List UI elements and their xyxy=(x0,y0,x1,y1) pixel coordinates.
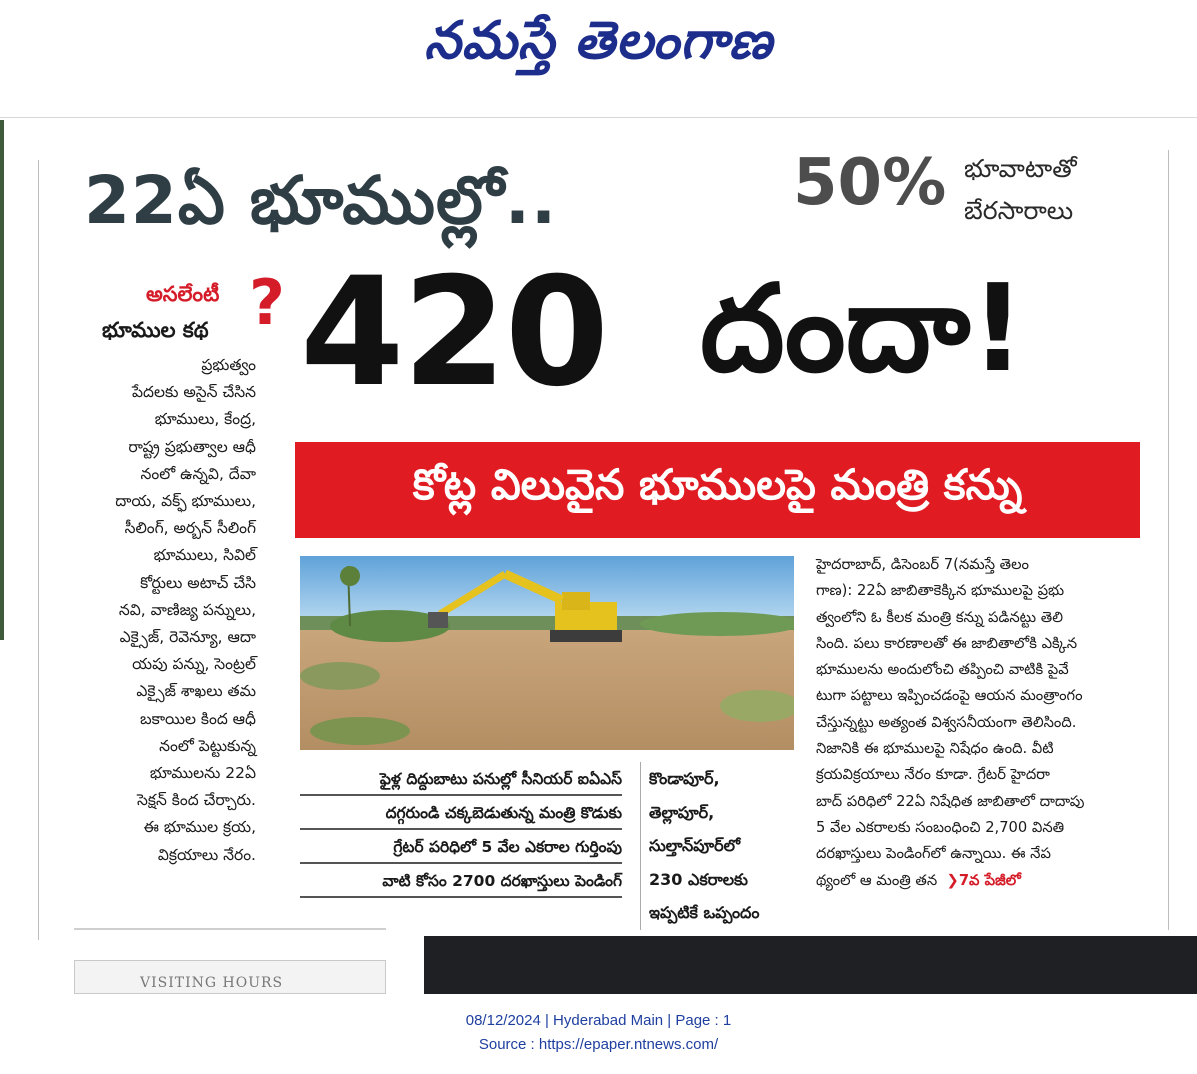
sidebar-text xyxy=(96,352,256,869)
caption-line: దగ్గరుండి చక్కబెడుతున్న మంత్రి కొడుకు xyxy=(300,796,622,830)
sidebar-line: రాష్ట్ర ప్రభుత్వాల ఆధీ xyxy=(128,437,256,456)
article-line: టుగా పట్టాలు ఇప్పించడంపై ఆయన మంత్రాంగం xyxy=(816,687,1083,705)
sidebar-line: నంలో ఉన్నవి, దేవా xyxy=(140,464,256,483)
sidebar-line: ప్రభుత్వం xyxy=(201,356,256,374)
sidebar-line: యపు పన్ను, సెంట్రల్ xyxy=(132,655,256,674)
sidebar-line: కోర్టులు అటాచ్ చేసి xyxy=(140,573,256,592)
sidebar-title-line2: భూముల కథ xyxy=(102,318,209,342)
article-line: త్వంలోని ఓ కీలక మంత్రి కన్ను పడినట్టు తెలి xyxy=(816,608,1063,626)
column-rule-right xyxy=(1168,150,1169,930)
sidebar-line: ఎక్సైజ్, రెవెన్యూ, ఆదా xyxy=(119,628,256,647)
footer-edition-info: 08/12/2024 | Hyderabad Main | Page : 1 xyxy=(465,1012,732,1029)
advertisement-left-text: VISITING HOURS xyxy=(140,975,284,991)
article-line-text: థ్యంలో ఆ మంత్రి తన xyxy=(816,871,938,889)
sidebar-line: ఎక్సైజ్ శాఖలు తమ xyxy=(136,682,256,701)
locations-callout xyxy=(640,762,792,930)
kicker-headline: 22ఏ భూముల్లో.. xyxy=(84,162,558,239)
adjacent-page-edge xyxy=(0,120,4,640)
masthead xyxy=(0,0,1197,118)
caption-line: వాటి కోసం 2700 దరఖాస్తులు పెండింగ్ xyxy=(300,864,622,898)
caption-line: ఫైళ్ల దిద్దుబాటు పనుల్లో సీనియర్ ఐఏఎస్ xyxy=(300,762,622,796)
sidebar-line: నవి, వాణిజ్య పన్నులు, xyxy=(118,600,256,619)
main-headline-word: దందా! xyxy=(700,260,1026,399)
stat-label-line2: బేరసారాలు xyxy=(964,196,1074,225)
stat-percentage: 50% xyxy=(793,146,947,220)
footer-source-link[interactable]: Source : https://epaper.ntnews.com/ xyxy=(478,1036,719,1053)
sidebar-line: భూములను 22ఏ xyxy=(149,764,256,783)
excavator-photo xyxy=(300,556,794,750)
advertisement-right xyxy=(424,936,1197,994)
sidebar-line: దాయ, వక్ఫ్ భూములు, xyxy=(115,492,256,511)
stat-label-line1: భూవాటాతో xyxy=(964,154,1077,183)
excavator-illustration xyxy=(300,556,794,750)
article-body xyxy=(816,552,1160,894)
sidebar-line: సీలింగ్, అర్బన్ సీలింగ్ xyxy=(124,519,256,538)
question-mark-icon: ? xyxy=(249,266,285,339)
sidebar-line: భూములు, సివిల్ xyxy=(153,546,256,565)
callout-line: సుల్తాన్‌పూర్‌లో xyxy=(649,836,741,855)
sidebar-line: నంలో పెట్టుకున్న xyxy=(159,736,256,755)
sidebar-line: భూములు, కేంద్ర, xyxy=(154,410,256,429)
article-line: 5 వేల ఎకరాలకు సంబంధించి 2,700 వినతి xyxy=(816,818,1065,836)
continued-on-page-link[interactable]: ❯7వ పేజీలో xyxy=(946,871,1021,889)
article-line: హైదరాబాద్, డిసెంబర్ 7(నమస్తే తెలం xyxy=(816,556,1029,573)
article-line: బాద్ పరిధిలో 22ఏ నిషేధిత జాబితాలో దాదాపు xyxy=(816,792,1085,810)
newspaper-page xyxy=(0,120,1197,994)
article-line: క్రయవిక్రయాలు నేరం కూడా. గ్రేటర్ హైదరా xyxy=(816,766,1050,784)
red-subheadline-banner xyxy=(295,442,1140,538)
callout-line: తెల్లాపూర్, xyxy=(649,802,715,822)
article-line-last xyxy=(816,868,1160,894)
caption-line: గ్రేటర్ పరిధిలో 5 వేల ఎకరాల గుర్తింపు xyxy=(300,830,622,864)
article-line: నిజానికి ఈ భూములపై నిషేధం ఉంది. వీటి xyxy=(816,740,1054,758)
sidebar-line: ఈ భూముల క్రయ, xyxy=(143,818,256,837)
article-line: భూములను అందులోంచి తప్పించి వాటికి పైవే xyxy=(816,661,1069,679)
subheadline-text: కోట్ల విలువైన భూములపై మంత్రి కన్ను xyxy=(412,460,1023,509)
sidebar-line: విక్రయాలు నేరం. xyxy=(157,845,256,864)
callout-line: 230 ఎకరాలకు xyxy=(649,869,748,889)
article-line: సింది. పలు కారణాలతో ఈ జాబితాలోకి ఎక్కిన xyxy=(816,634,1078,652)
sidebar-line: సెక్షన్ కింద చేర్చారు. xyxy=(137,791,256,810)
main-headline-number: 420 xyxy=(300,246,608,420)
article-line: చేస్తున్నట్టు అత్యంత విశ్వసనీయంగా తెలిసింది. xyxy=(816,713,1077,731)
callout-line: ఇప్పటికే ఒప్పందం xyxy=(649,903,760,922)
sidebar-title-line1: అసలేంటీ xyxy=(146,282,220,306)
highlights-captions xyxy=(300,762,622,898)
article-line: దరఖాస్తులు పెండింగ్‌లో ఉన్నాయి. ఈ నేప xyxy=(816,845,1051,863)
article-line: గాణ): 22ఏ జాబితాకెక్కిన భూములపై ప్రభు xyxy=(816,582,1065,600)
callout-line: కొండాపూర్, xyxy=(649,769,720,788)
column-rule-left xyxy=(38,160,39,940)
newspaper-logo: నమస్తే తెలంగాణ xyxy=(424,10,773,71)
divider xyxy=(74,928,386,930)
sidebar-line: పేదలకు అసైన్ చేసిన xyxy=(132,383,256,402)
sidebar-line: బకాయిల కింద ఆధీ xyxy=(139,709,256,728)
